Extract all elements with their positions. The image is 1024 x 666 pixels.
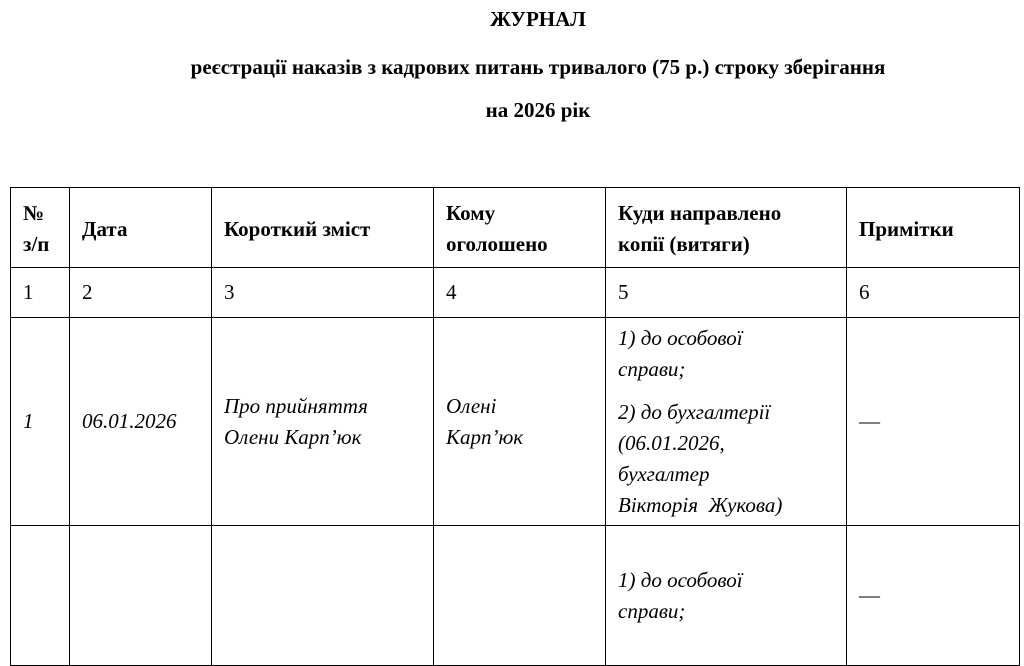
row-copies-line: справи; <box>618 598 686 623</box>
row-number-cell: 1 <box>11 318 70 526</box>
table-row <box>11 318 1020 526</box>
row-summary-line: Олени Карп’юк <box>224 424 362 449</box>
col-header-summary-label: Короткий зміст <box>224 216 371 241</box>
column-number-cell: 6 <box>847 268 1020 318</box>
col-header-copies-line2: копії (витяги) <box>618 232 750 256</box>
row-summary-cell <box>212 318 434 526</box>
col-header-date-label: Дата <box>82 216 128 241</box>
row-date-cell: 06.01.2026 <box>70 318 212 526</box>
col-header-announced <box>434 188 606 268</box>
row-copies-spacer <box>618 385 834 397</box>
col-header-copies-line1: Куди направлено <box>618 201 782 225</box>
col-header-notes-label: Примітки <box>859 216 954 241</box>
table-header-row <box>11 188 1020 268</box>
col-header-date <box>70 188 212 268</box>
row-copies-line: Вікторія Жукова) <box>618 492 783 517</box>
col-header-summary <box>212 188 434 268</box>
column-number-cell: 5 <box>606 268 847 318</box>
journal-year: на 2026 рік <box>485 98 591 122</box>
row-announced-line: Карп’юк <box>446 424 524 449</box>
col-header-number-line1: № <box>23 201 45 225</box>
col-header-number-line2: з/п <box>23 232 50 256</box>
col-header-announced-line1: Кому <box>446 201 496 225</box>
row-copies-line: 2) до бухгалтерії <box>618 399 771 424</box>
orders-register-table <box>10 187 1020 666</box>
col-header-number <box>11 188 70 268</box>
col-header-announced-line2: оголошено <box>446 232 548 256</box>
row-announced-cell <box>434 318 606 526</box>
row-copies-cell <box>606 318 847 526</box>
col-header-notes <box>847 188 1020 268</box>
col-header-copies <box>606 188 847 268</box>
row-notes-cell: — <box>847 526 1020 666</box>
row-copies-line: бухгалтер <box>618 461 710 486</box>
row-copies-line: (06.01.2026, <box>618 430 725 455</box>
column-number-cell: 3 <box>212 268 434 318</box>
row-copies-line: справи; <box>618 356 686 381</box>
column-number-cell: 2 <box>70 268 212 318</box>
column-number-row <box>11 268 1020 318</box>
row-copies-line: 1) до особової <box>618 325 743 350</box>
row-summary-line: Про прийняття <box>224 393 368 418</box>
journal-subtitle: реєстрації наказів з кадрових питань тривалого (75 р.) строку зберігання <box>190 55 886 79</box>
column-number-cell: 1 <box>11 268 70 318</box>
row-announced-line: Олені <box>446 393 497 418</box>
row-copies-line: 1) до особової <box>618 567 743 592</box>
column-number-cell: 4 <box>434 268 606 318</box>
row-notes-cell: — <box>847 318 1020 526</box>
journal-title: ЖУРНАЛ <box>490 7 586 31</box>
